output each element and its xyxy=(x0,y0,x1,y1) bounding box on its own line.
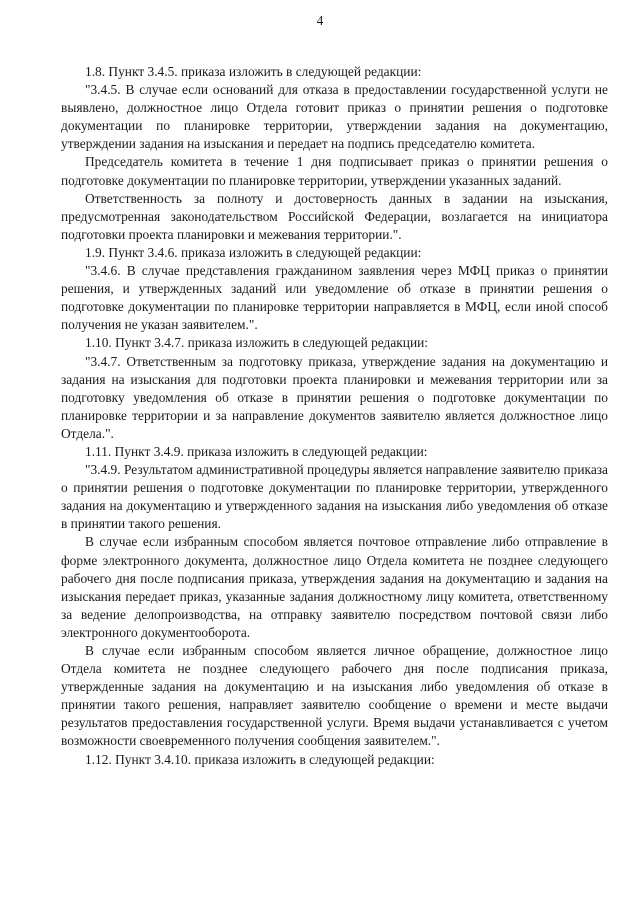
paragraph-item-1-10: 1.10. Пункт 3.4.7. приказа изложить в следующей редакции: xyxy=(85,335,429,351)
paragraph-item-1-12: 1.12. Пункт 3.4.10. приказа изложить в следующей редакции: xyxy=(85,751,435,767)
paragraph-item-1-8: 1.8. Пункт 3.4.5. приказа изложить в следующей редакции: xyxy=(85,64,422,79)
paragraph-clause-3-4-6: "3.4.6. В случае представления гражданином заявления через МФЦ приказ о принятии решения, и утвержденных заданий или уведомление об отказе в принятии решения о подготовке документации по планировке территории направляется в МФЦ, если иной способ получения не указан заявителем.". xyxy=(61,263,608,333)
paragraph-clause-3-4-5: "3.4.5. В случае если оснований для отказа в предоставлении государственной услуги не выявлено, должностное лицо Отдела готовит приказ о принятии решения о подготовке документации по планировке территории, утверждении задания на документацию, утверждении задания на изыскания и передает на подпись председателю комитета. xyxy=(61,82,608,152)
paragraph-clause-3-4-7: "3.4.7. Ответственным за подготовку приказа, утверждение задания на документацию и задания на изыскания для подготовки проекта планировки и межевания территории или за подготовку уведомления об отказе в принятии решения о подготовке документации по планировке территории и за направление документов заявителю является должностное лицо Отдела.". xyxy=(61,353,608,441)
paragraph-item-1-11: 1.11. Пункт 3.4.9. приказа изложить в следующей редакции: xyxy=(85,443,428,459)
page-number: 4 xyxy=(316,13,324,28)
paragraph-postal-delivery: В случае если избранным способом является почтовое отправление либо отправление в форме электронного документа, должностное лицо Отдела комитета не позднее следующего рабочего дня после подписания приказа, утверждения задания на документацию и задания на изыскания передает приказ, указанные задания должностному лицу комитета, ответственному за ведение делопроизводства, на отправку заявителю посредством почтовой связи либо электронного документооборота. xyxy=(61,534,608,640)
paragraph-clause-3-4-9: "3.4.9. Результатом административной процедуры является направление заявителю приказа о принятии решения о подготовке документации по планировке территории, утвержденного задания на документацию и утвержденного задания на изыскания либо уведомления об отказе в принятии такого решения. xyxy=(61,462,608,532)
paragraph-item-1-9: 1.9. Пункт 3.4.6. приказа изложить в следующей редакции: xyxy=(85,244,422,260)
paragraph-personal-visit: В случае если избранным способом является личное обращение, должностное лицо Отдела комитета не позднее следующего рабочего дня после подписания приказа, утвержденные задания на документацию и на изыскания либо уведомления об отказе в принятии такого решения, направляет заявителю сообщение о времени и месте выдачи результатов предоставления государственной услуги. Время выдачи устанавливается с учетом возможности своевременного получения сообщения заявителем.". xyxy=(61,643,608,749)
document-body xyxy=(61,63,608,769)
paragraph-responsibility: Ответственность за полноту и достоверность данных в задании на изыскания, предусмотренная законодательством Российской Федерации, возлагается на инициатора подготовки проекта планировки и межевания территории.". xyxy=(61,190,608,242)
paragraph-chairman-signs: Председатель комитета в течение 1 дня подписывает приказ о принятии решения о подготовке документации по планировке территории, утверждении указанных заданий. xyxy=(61,154,608,188)
